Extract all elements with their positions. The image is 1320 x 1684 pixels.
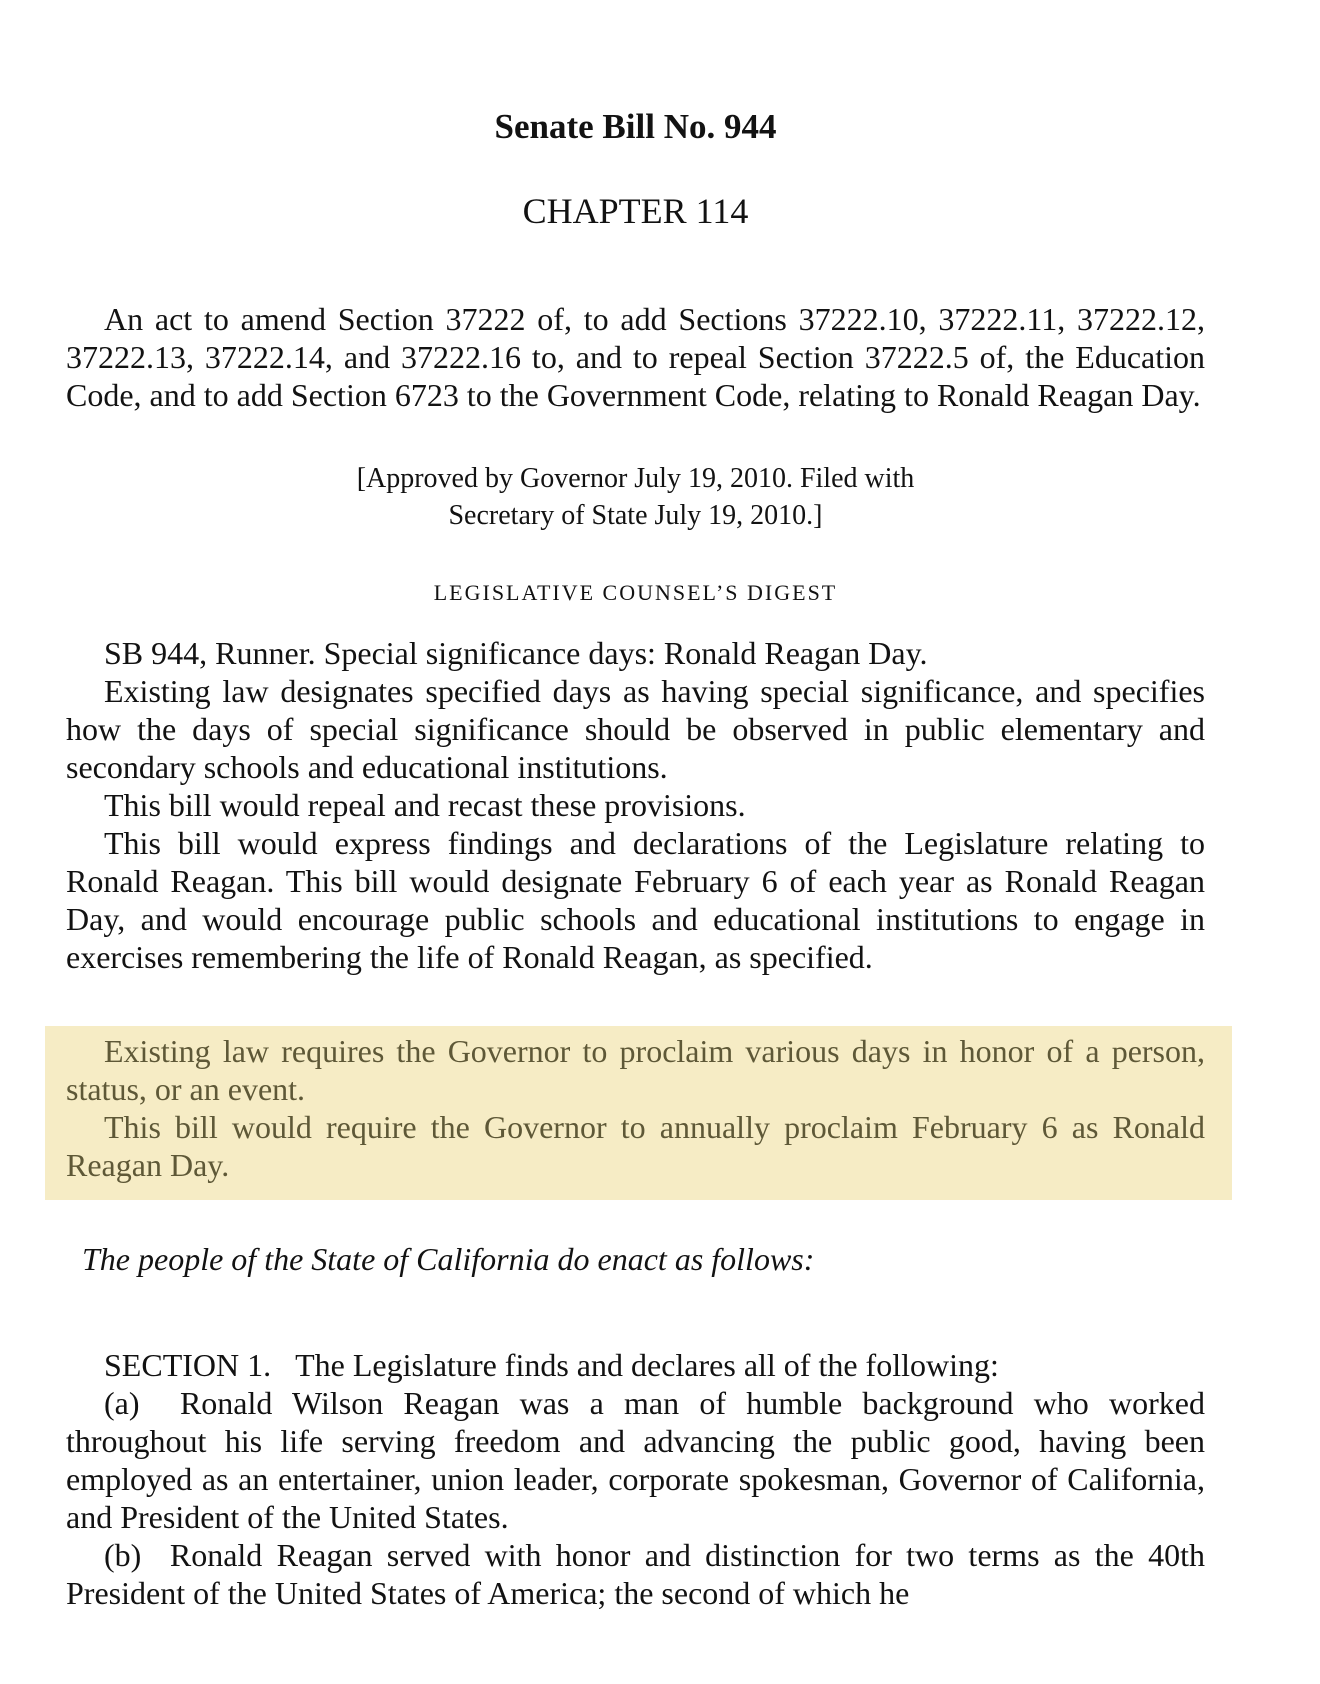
section-1-lead-paragraph: SECTION 1. The Legislature finds and declares all of the following: — [104, 1347, 999, 1383]
act-summary-paragraph: An act to amend Section 37222 of, to add Sections 37222.10, 37222.11, 37222.12, 37222.13, 37222.14, and 37222.16 to, and to repeal Section 37222.5 of, the Education Code, and to add Section 6723 to the Government Code, relating to Ronald Reagan Day. — [66, 301, 1205, 413]
highlighted-paragraph-2: This bill would require the Governor to annually proclaim February 6 as Ronald Reagan Day. — [66, 1109, 1205, 1183]
section-1-block — [66, 1346, 1205, 1612]
chapter-heading: CHAPTER 114 — [522, 191, 749, 231]
bill-title: Senate Bill No. 944 — [494, 107, 777, 146]
legislative-counsels-digest-heading: LEGISLATIVE COUNSEL’S DIGEST — [433, 580, 838, 605]
highlighted-passage — [45, 1026, 1232, 1200]
digest-paragraph-1: SB 944, Runner. Special significance days: Ronald Reagan Day. — [104, 635, 928, 671]
digest-paragraph-2: Existing law designates specified days as having special significance, and specifies how the days of special significance should be observed in public elementary and secondary schools and educational institutions. — [66, 673, 1205, 785]
approval-line-2: Secretary of State July 19, 2010.] — [448, 500, 823, 531]
enacting-clause: The people of the State of California do enact as follows: — [82, 1241, 815, 1277]
approval-note — [66, 460, 1205, 534]
section-1-subdivision-a: (a) Ronald Wilson Reagan was a man of humble background who worked throughout his life serving freedom and advancing the public good, having been employed as an entertainer, union leader, corporate spokesman, Governor of California, and President of the United States. — [66, 1385, 1205, 1535]
digest-body — [66, 634, 1205, 1200]
document-content — [0, 106, 1320, 1612]
approval-line-1: [Approved by Governor July 19, 2010. Filed with — [356, 463, 915, 494]
digest-paragraph-3: This bill would repeal and recast these provisions. — [104, 787, 746, 823]
section-1-subdivision-b: (b) Ronald Reagan served with honor and distinction for two terms as the 40th President of the United States of America; the second of which he — [66, 1537, 1205, 1611]
highlighted-paragraph-1: Existing law requires the Governor to proclaim various days in honor of a person, status, or an event. — [66, 1033, 1205, 1107]
digest-paragraph-4: This bill would express findings and declarations of the Legislature relating to Ronald Reagan. This bill would designate February 6 of each year as Ronald Reagan Day, and would encourage public schools and educational institutions to engage in exercises remembering the life of Ronald Reagan, as specified. — [66, 825, 1205, 975]
